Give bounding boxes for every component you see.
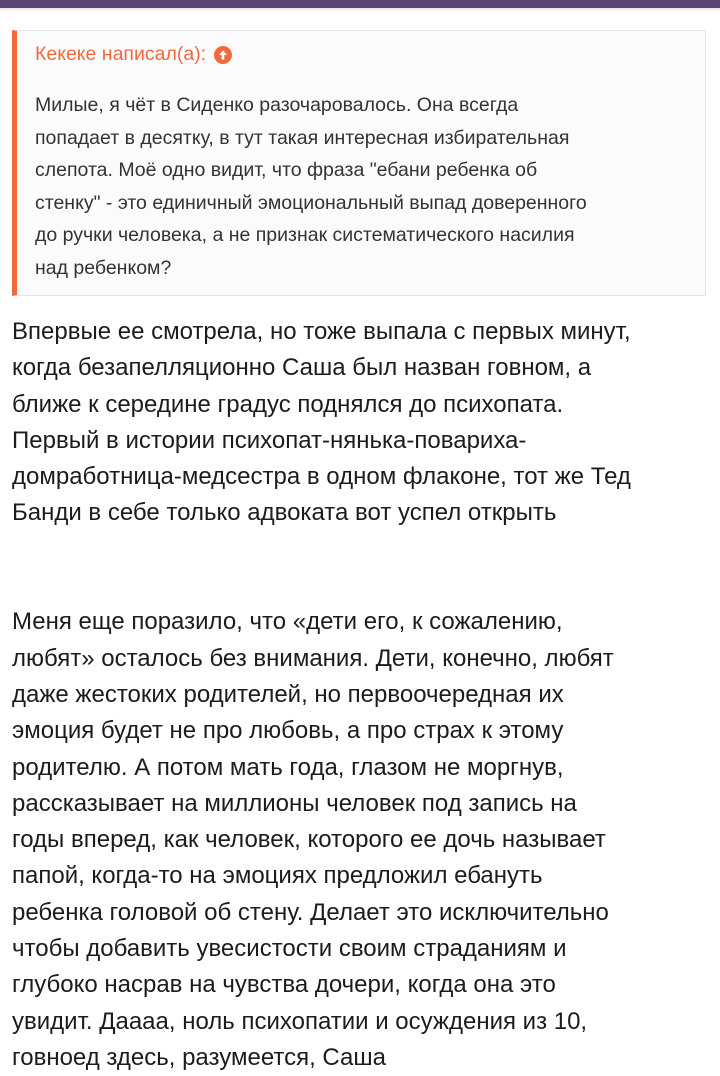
post-line: Меня еще поразило, что «дети его, к сожалению, xyxy=(12,608,563,636)
post-line: годы вперед, как человек, которого ее дочь называет xyxy=(12,826,606,854)
quote-block xyxy=(12,30,706,296)
post-line: когда безапелляционно Саша был назван говном, а xyxy=(12,354,592,382)
quote-line: попадает в десятку, в тут такая интересная избирательная xyxy=(35,126,570,149)
quote-text xyxy=(35,89,695,284)
post-line: ребенка головой об стену. Делает это исключительно xyxy=(12,898,609,926)
post-line: Банди в себе только адвоката вот успел открыть xyxy=(12,499,557,527)
post-line: эмоция будет не про любовь, а про страх к этому xyxy=(12,717,564,745)
quote-line: слепота. Моё одно видит, что фраза "ебани ребенка об xyxy=(35,159,538,181)
post-line: папой, когда-то на эмоциях предложил ебануть xyxy=(12,862,543,890)
quote-line: стенку" - это единичный эмоциональный выпад доверенного xyxy=(35,191,587,214)
paragraph-gap xyxy=(12,532,712,605)
post-line: рассказывает на миллионы человек под запись на xyxy=(12,789,577,817)
arrow-up-circle-icon[interactable] xyxy=(214,46,232,64)
app-header-bar xyxy=(0,0,720,8)
post-line: говноед здесь, разумеется, Саша xyxy=(12,1043,386,1071)
post-line: даже жестоких родителей, но первоочередная их xyxy=(12,680,564,708)
post-line: домработница-медсестра в одном флаконе, тот же Тед xyxy=(12,463,631,491)
quote-line: над ребенком? xyxy=(35,256,172,279)
header-shadow xyxy=(0,8,720,12)
post-line: глубоко насрав на чувства дочери, когда она это xyxy=(12,971,556,999)
post-line: любят» осталось без внимания. Дети, конечно, любят xyxy=(12,644,614,672)
post-line: Впервые ее смотрела, но тоже выпала с первых минут, xyxy=(12,318,631,345)
post-line: ближе к середине градус поднялся до психопата. xyxy=(12,390,564,418)
quote-line: до ручки человека, а не признак систематического насилия xyxy=(35,224,575,246)
post-line: Первый в истории психопат-нянька-повариха- xyxy=(12,426,527,454)
quote-author[interactable]: Кекеке написал(а): xyxy=(35,43,207,65)
post-body xyxy=(12,314,712,1076)
post-line: увидит. Даааа, ноль психопатии и осуждения из 10, xyxy=(12,1007,588,1035)
post-line: родителю. А потом мать года, глазом не моргнув, xyxy=(12,753,564,781)
quote-line: Милые, я чёт в Сиденко разочаровалось. Она всегда xyxy=(35,94,519,116)
post-line: чтобы добавить увесистости своим страданиям и xyxy=(12,935,567,963)
post-footer-cutoff xyxy=(0,1064,720,1071)
quote-header xyxy=(35,43,232,66)
